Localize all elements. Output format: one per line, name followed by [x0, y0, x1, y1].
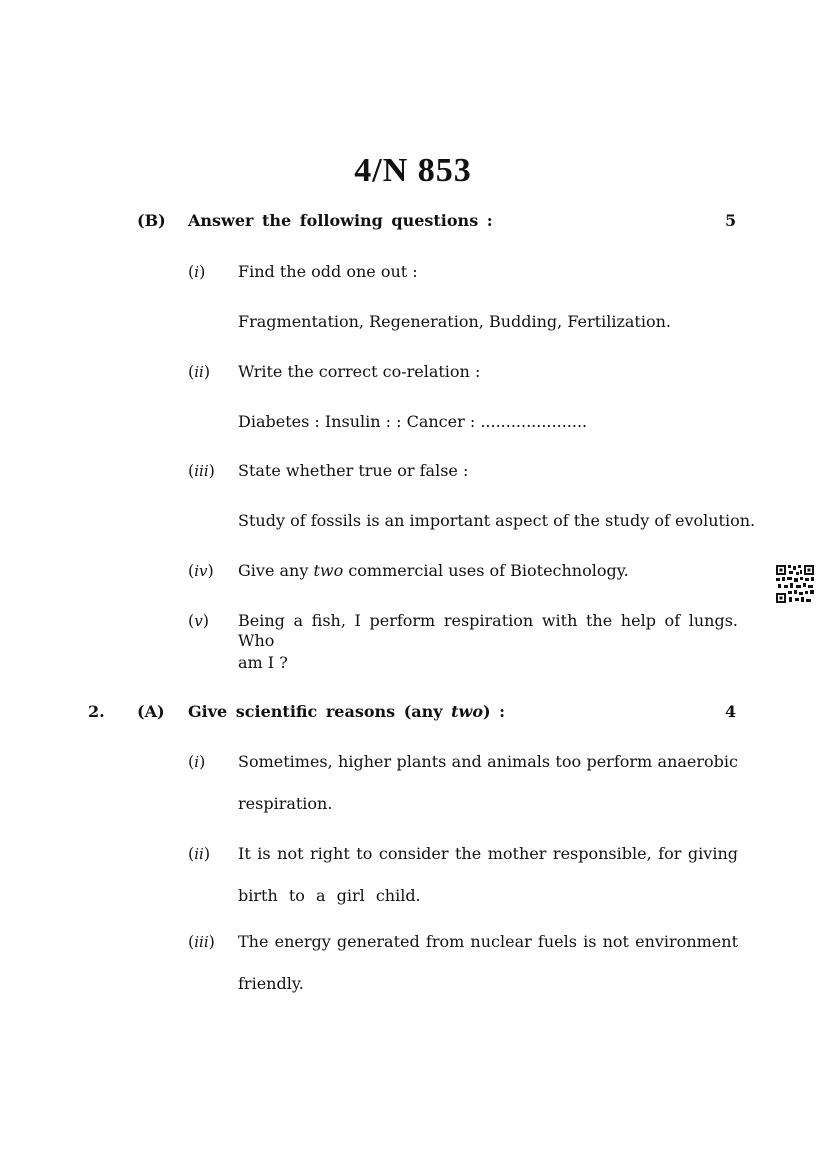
question-text-line: Being a fish, I perform respiration with the help of lungs. Who	[238, 611, 738, 650]
item-number: (iii)	[188, 461, 215, 480]
item-number: (ii)	[188, 362, 211, 381]
question-text-line: Sometimes, higher plants and animals too perform anaerobic	[238, 752, 738, 771]
item-number: (i)	[188, 752, 206, 771]
question-subtext: Diabetes : Insulin : : Cancer : .....................	[238, 412, 588, 431]
section-b-marks: 5	[725, 211, 737, 230]
question-text-line: friendly.	[238, 974, 304, 993]
item-number: (i)	[188, 262, 206, 281]
question-text-line: respiration.	[238, 794, 333, 813]
question-text: Find the odd one out :	[238, 262, 418, 281]
item-number: (v)	[188, 611, 209, 630]
question-text-line: The energy generated from nuclear fuels is not environment	[238, 932, 738, 951]
question-text-line: am I ?	[238, 653, 288, 672]
item-number: (iii)	[188, 932, 215, 951]
qr-code-icon	[775, 564, 815, 604]
section-a-marks: 4	[725, 702, 737, 721]
item-number: (iv)	[188, 561, 214, 580]
question-text-line: birth to a girl child.	[238, 886, 421, 905]
section-a-heading: Give scientific reasons (any two) :	[188, 702, 506, 721]
question-subtext: Fragmentation, Regeneration, Budding, Fertilization.	[238, 312, 671, 331]
page-title: 4/N 853	[354, 152, 472, 189]
item-number: (ii)	[188, 844, 211, 863]
section-b-label: (B)	[137, 211, 166, 230]
question-text: State whether true or false :	[238, 461, 469, 480]
question-text: Write the correct co-relation :	[238, 362, 481, 381]
section-a-label: (A)	[137, 702, 165, 721]
question-subtext: Study of fossils is an important aspect of the study of evolution.	[238, 511, 756, 530]
section-b-heading: Answer the following questions :	[188, 211, 493, 230]
question-number: 2.	[88, 702, 105, 721]
question-text: Give any two commercial uses of Biotechnology.	[238, 561, 629, 580]
question-text-line: It is not right to consider the mother responsible, for giving	[238, 844, 738, 863]
